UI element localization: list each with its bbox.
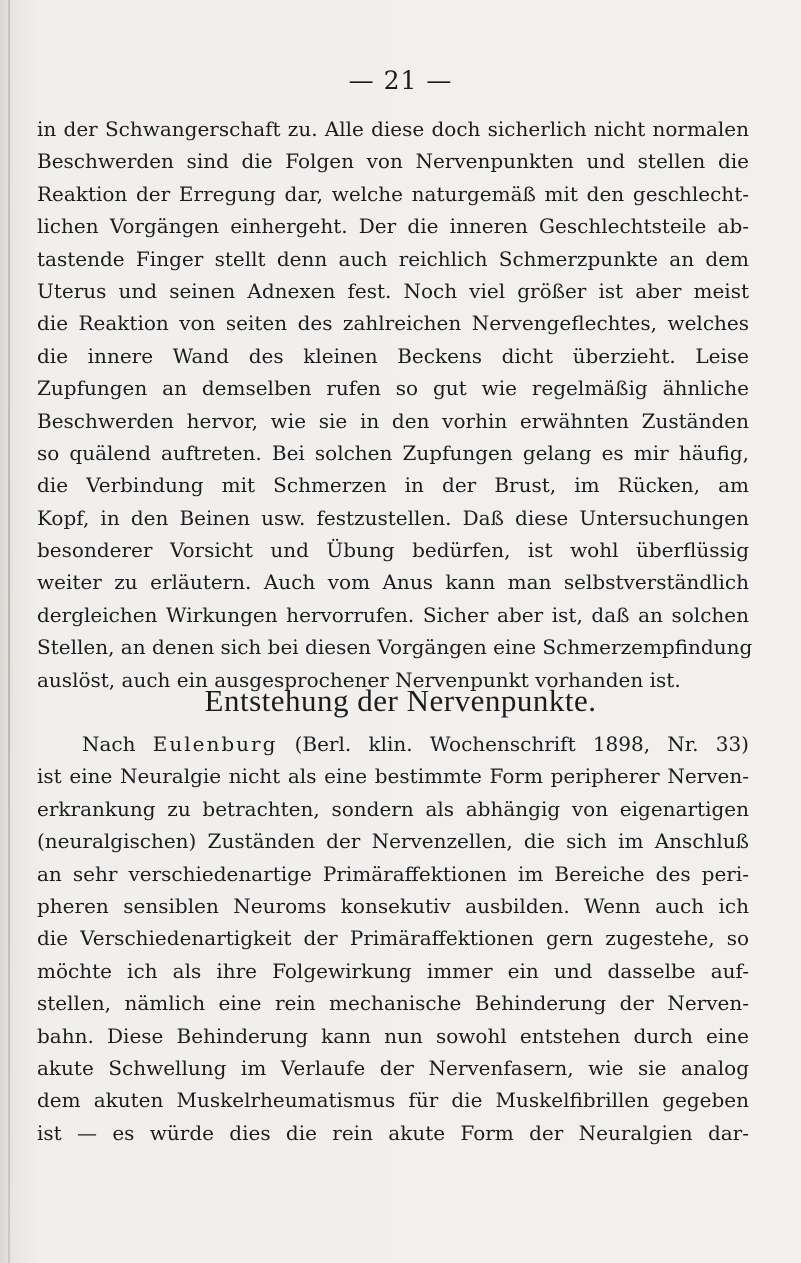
section-heading: Entstehung der Nervenpunkte. — [204, 683, 597, 718]
text-line: Zupfungen an demselben rufen so gut wie regelmäßig ähnliche — [37, 376, 749, 401]
text-line: Reaktion der Erregung dar, welche naturgemäß mit den geschlecht- — [37, 181, 749, 206]
citation: (Berl. klin. Wochenschrift 1898, Nr. 33) — [294, 732, 749, 756]
text-line: Stellen, an denen sich bei diesen Vorgängen eine Schmerzempfindung — [37, 635, 753, 660]
text-line: Uterus und seinen Adnexen fest. Noch viel größer ist aber meist — [37, 278, 749, 303]
text-line: auslöst, auch ein ausgesprochener Nervenpunkt vorhanden ist. — [37, 667, 681, 692]
text-line: an sehr verschiedenartige Primäraffektionen im Bereiche des peri- — [37, 861, 749, 886]
text-line: die Verschiedenartigkeit der Primäraffektionen gern zugestehe, so — [37, 926, 749, 951]
text-line: tastende Finger stellt denn auch reichlich Schmerzpunkte an dem — [37, 246, 749, 271]
text-line: stellen, nämlich eine rein mechanische Behinderung der Nerven- — [37, 991, 749, 1016]
page-number: — 21 — — [348, 66, 453, 95]
text-line: pheren sensiblen Neuroms konsekutiv ausbilden. Wenn auch ich — [37, 893, 749, 918]
line-prefix: Nach — [82, 732, 136, 756]
text-line: dergleichen Wirkungen hervorrufen. Sicher aber ist, daß an solchen — [37, 602, 749, 627]
text-line: Beschwerden sind die Folgen von Nervenpunkten und stellen die — [37, 149, 749, 174]
paragraph-2 — [37, 728, 749, 1149]
text-line: die Reaktion von seiten des zahlreichen Nervengeflechtes, welches — [37, 311, 749, 336]
text-line: bahn. Diese Behinderung kann nun sowohl entstehen durch eine — [37, 1023, 749, 1048]
text-line: möchte ich als ihre Folgewirkung immer ein und dasselbe auf- — [37, 958, 749, 983]
text-line: Beschwerden hervor, wie sie in den vorhin erwähnten Zuständen — [37, 408, 749, 433]
text-line: lichen Vorgängen einhergeht. Der die inneren Geschlechtsteile ab- — [37, 214, 749, 239]
page-gutter — [8, 0, 10, 1263]
text-line: weiter zu erläutern. Auch vom Anus kann man selbstverständlich — [37, 570, 749, 595]
text-line: so quälend auftreten. Bei solchen Zupfungen gelang es mir häufig, — [37, 440, 749, 465]
text-line: in der Schwangerschaft zu. Alle diese doch sicherlich nicht normalen — [37, 117, 749, 141]
text-line: die Verbindung mit Schmerzen in der Brust, im Rücken, am — [37, 473, 749, 498]
author-name: Eulenburg — [152, 732, 278, 756]
text-line: besonderer Vorsicht und Übung bedürfen, ist wohl überflüssig — [37, 538, 749, 563]
paragraph-1 — [37, 113, 753, 696]
text-line: die innere Wand des kleinen Beckens dicht überzieht. Leise — [37, 343, 749, 368]
text-line: ist — es würde dies die rein akute Form der Neuralgien dar- — [37, 1120, 749, 1145]
text-line: ist eine Neuralgie nicht als eine bestimmte Form peripherer Nerven- — [37, 764, 749, 789]
text-line: akute Schwellung im Verlaufe der Nervenfasern, wie sie analog — [37, 1055, 749, 1080]
text-line-first — [37, 728, 749, 760]
text-line: Kopf, in den Beinen usw. festzustellen. Daß diese Untersuchungen — [37, 505, 749, 530]
text-line: dem akuten Muskelrheumatismus für die Muskelfibrillen gegeben — [37, 1088, 749, 1113]
text-line: (neuralgischen) Zuständen der Nervenzellen, die sich im Anschluß — [37, 829, 749, 854]
text-line: erkrankung zu betrachten, sondern als abhängig von eigenartigen — [37, 796, 749, 821]
